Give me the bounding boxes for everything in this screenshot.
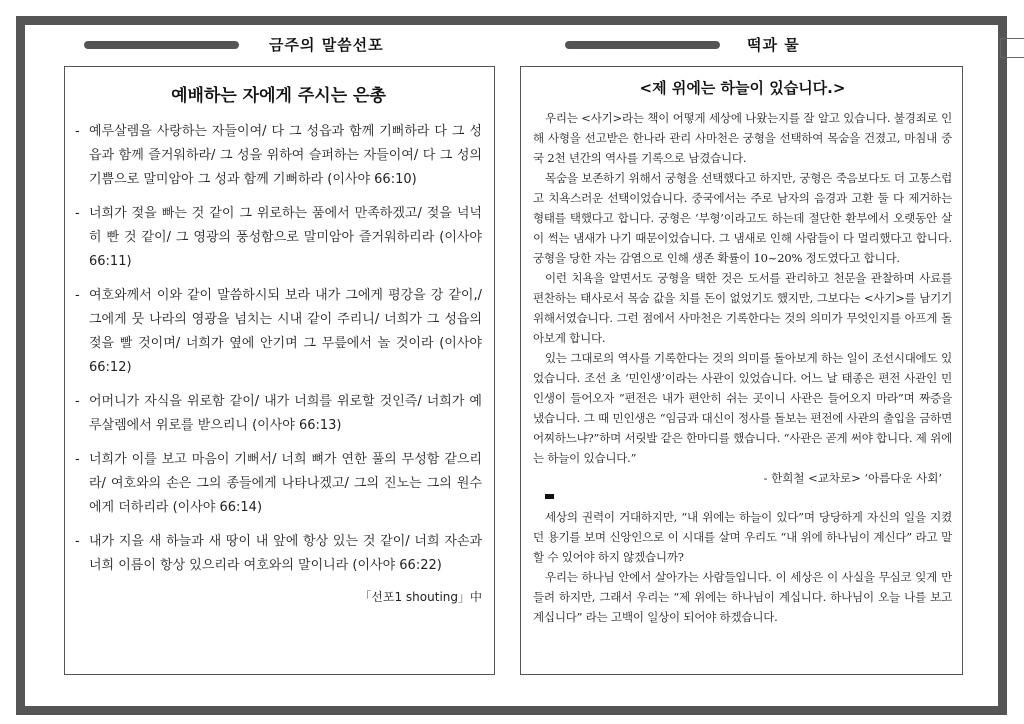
sermon-title: 예배하는 자에게 주시는 은총 [171,86,386,106]
right-header-bar [565,41,720,49]
verse-dash: - [75,288,80,303]
verse-text: 예루살렘을 사랑하는 자들이여/ 다 그 성읍과 함께 기뻐하라 다 그 성읍과 함께 즐거워하라/ 그 성을 위하여 슬퍼하는 자들이여/ 다 그 성의 기쁨으로 말미암아 그 성과 함께 기뻐하라 (이사야 66:10) [89,124,482,187]
article-paragraph: 목숨을 보존하기 위해서 궁형을 선택했다고 하지만, 궁형은 죽음보다도 더 고통스럽고 치욕스러운 선택이었습니다. 중국에서는 주로 남자의 음경과 고환 둘 다 제거하는 형태를 택했다고 합니다. 궁형은 ‘부형’이라고도 하는데 절단한 환부에서 오랫동안 살이 썩는 냄새가 나기 때문이었습니다. 그 냄새로 인해 사람들이 다 멀리했다고 합니다. 궁형을 당한 자는 감염으로 인해 생존 확률이 10~20% 정도였다고 합니다. [533,171,952,265]
article-box [520,66,963,675]
left-header-title: 금주의 말씀선포 [269,36,384,54]
article-paragraph: 있는 그대로의 역사를 기록한다는 것의 의미를 돌아보게 하는 일이 조선시대에도 있었습니다. 조선 초 ‘민인생’이라는 사관이 있었습니다. 어느 날 태종은 편전 사관인 민인생이 들어오자 “편전은 내가 편안히 쉬는 곳이니 사관은 들어오지 마라”며 짜증을 냈습니다. 그 때 민인생은 “임금과 대신이 정사를 돌보는 편전에 사관의 출입을 금하면 어찌하느냐?”하며 서릿발 같은 한마디를 했습니다. “사관은 곧게 써야 합니다. 제 위에는 하늘이 있습니다.” [533,351,952,465]
verse-dash: - [75,452,80,467]
article-source: - 한희철 <교차로> ‘아름다운 사회’ [763,471,942,485]
reflection-paragraph: 우리는 하나님 안에서 살아가는 사람들입니다. 이 세상은 이 사실을 무심코 잊게 만들려 하지만, 그래서 우리는 “제 위에는 하나님이 계십니다. 하나님이 오늘 나를 보고 계십니다” 라는 고백이 일상이 되어야 하겠습니다. [533,570,952,624]
verse-text: 너희가 이를 보고 마음이 기뻐서/ 너희 뼈가 연한 풀의 무성함 같으리라/ 여호와의 손은 그의 종들에게 나타나겠고/ 그의 진노는 그의 원수에게 더하리라 (이사야 66:14) [89,452,482,515]
verse-item [75,448,482,520]
left-section-header [84,30,484,60]
article-title: <제 위에는 하늘이 있습니다.> [639,79,846,97]
verse-item [75,284,482,380]
verse-dash: - [75,394,80,409]
sermon-source: 「선포1 shouting」中 [359,590,482,604]
corner-mark [1000,38,1024,58]
sermon-box [64,66,495,675]
article-paragraph: 우리는 <사기>라는 책이 어떻게 세상에 나왔는지를 잘 알고 있습니다. 불경죄로 인해 사형을 선고받은 한나라 관리 사마천은 궁형을 선택하여 목숨을 건졌고, 마침내 중국 2천 년간의 역사를 기록으로 남겼습니다. [533,111,952,165]
verse-item [75,202,482,274]
article-paragraph: 이런 치욕을 알면서도 궁형을 택한 것은 도서를 관리하고 천문을 관찰하며 사료를 편찬하는 태사로서 목숨 값을 치를 돈이 없었기도 했지만, 그보다는 <사기>를 남기기 위해서였습니다. 그런 점에서 사마천은 기록한다는 것의 의미가 무엇인지를 아프게 돌아보게 합니다. [533,271,952,345]
verse-text: 여호와께서 이와 같이 말씀하시되 보라 내가 그에게 평강을 강 같이,/ 그에게 뭇 나라의 영광을 넘치는 시내 같이 주리니/ 너희가 그 성읍의 젖을 빨 것이며/ 너희가 옆에 안기며 그 무릎에서 놀 것이라 (이사야 66:12) [89,288,482,375]
divider-mark [545,494,554,499]
right-section-header [565,30,965,60]
verse-text: 내가 지을 새 하늘과 새 땅이 내 앞에 항상 있는 것 같이/ 너희 자손과 너희 이름이 항상 있으리라 여호와의 말이니라 (이사야 66:22) [89,534,482,573]
verse-dash: - [75,124,80,139]
left-header-bar [84,41,239,49]
verse-text: 어머니가 자식을 위로함 같이/ 내가 너희를 위로할 것인즉/ 너희가 예루살렘에서 위로를 받으리니 (이사야 66:13) [89,394,482,433]
verse-text: 너희가 젖을 빠는 것 같이 그 위로하는 품에서 만족하겠고/ 젖을 넉넉히 빤 것 같이/ 그 영광의 풍성함으로 말미암아 즐거워하리라 (이사야 66:11) [89,206,482,269]
verse-item [75,530,482,578]
verse-item [75,120,482,192]
verse-dash: - [75,206,80,221]
verse-item [75,390,482,438]
verse-dash: - [75,534,80,549]
reflection-paragraph: 세상의 권력이 거대하지만, “내 위에는 하늘이 있다”며 당당하게 자신의 일을 지켰던 용기를 보며 신앙인으로 이 시대를 살며 우리도 “내 위에 하나님이 계신다” 라고 말할 수 있어야 하지 않겠습니까? [533,510,952,564]
right-header-title: 떡과 물 [747,36,800,54]
